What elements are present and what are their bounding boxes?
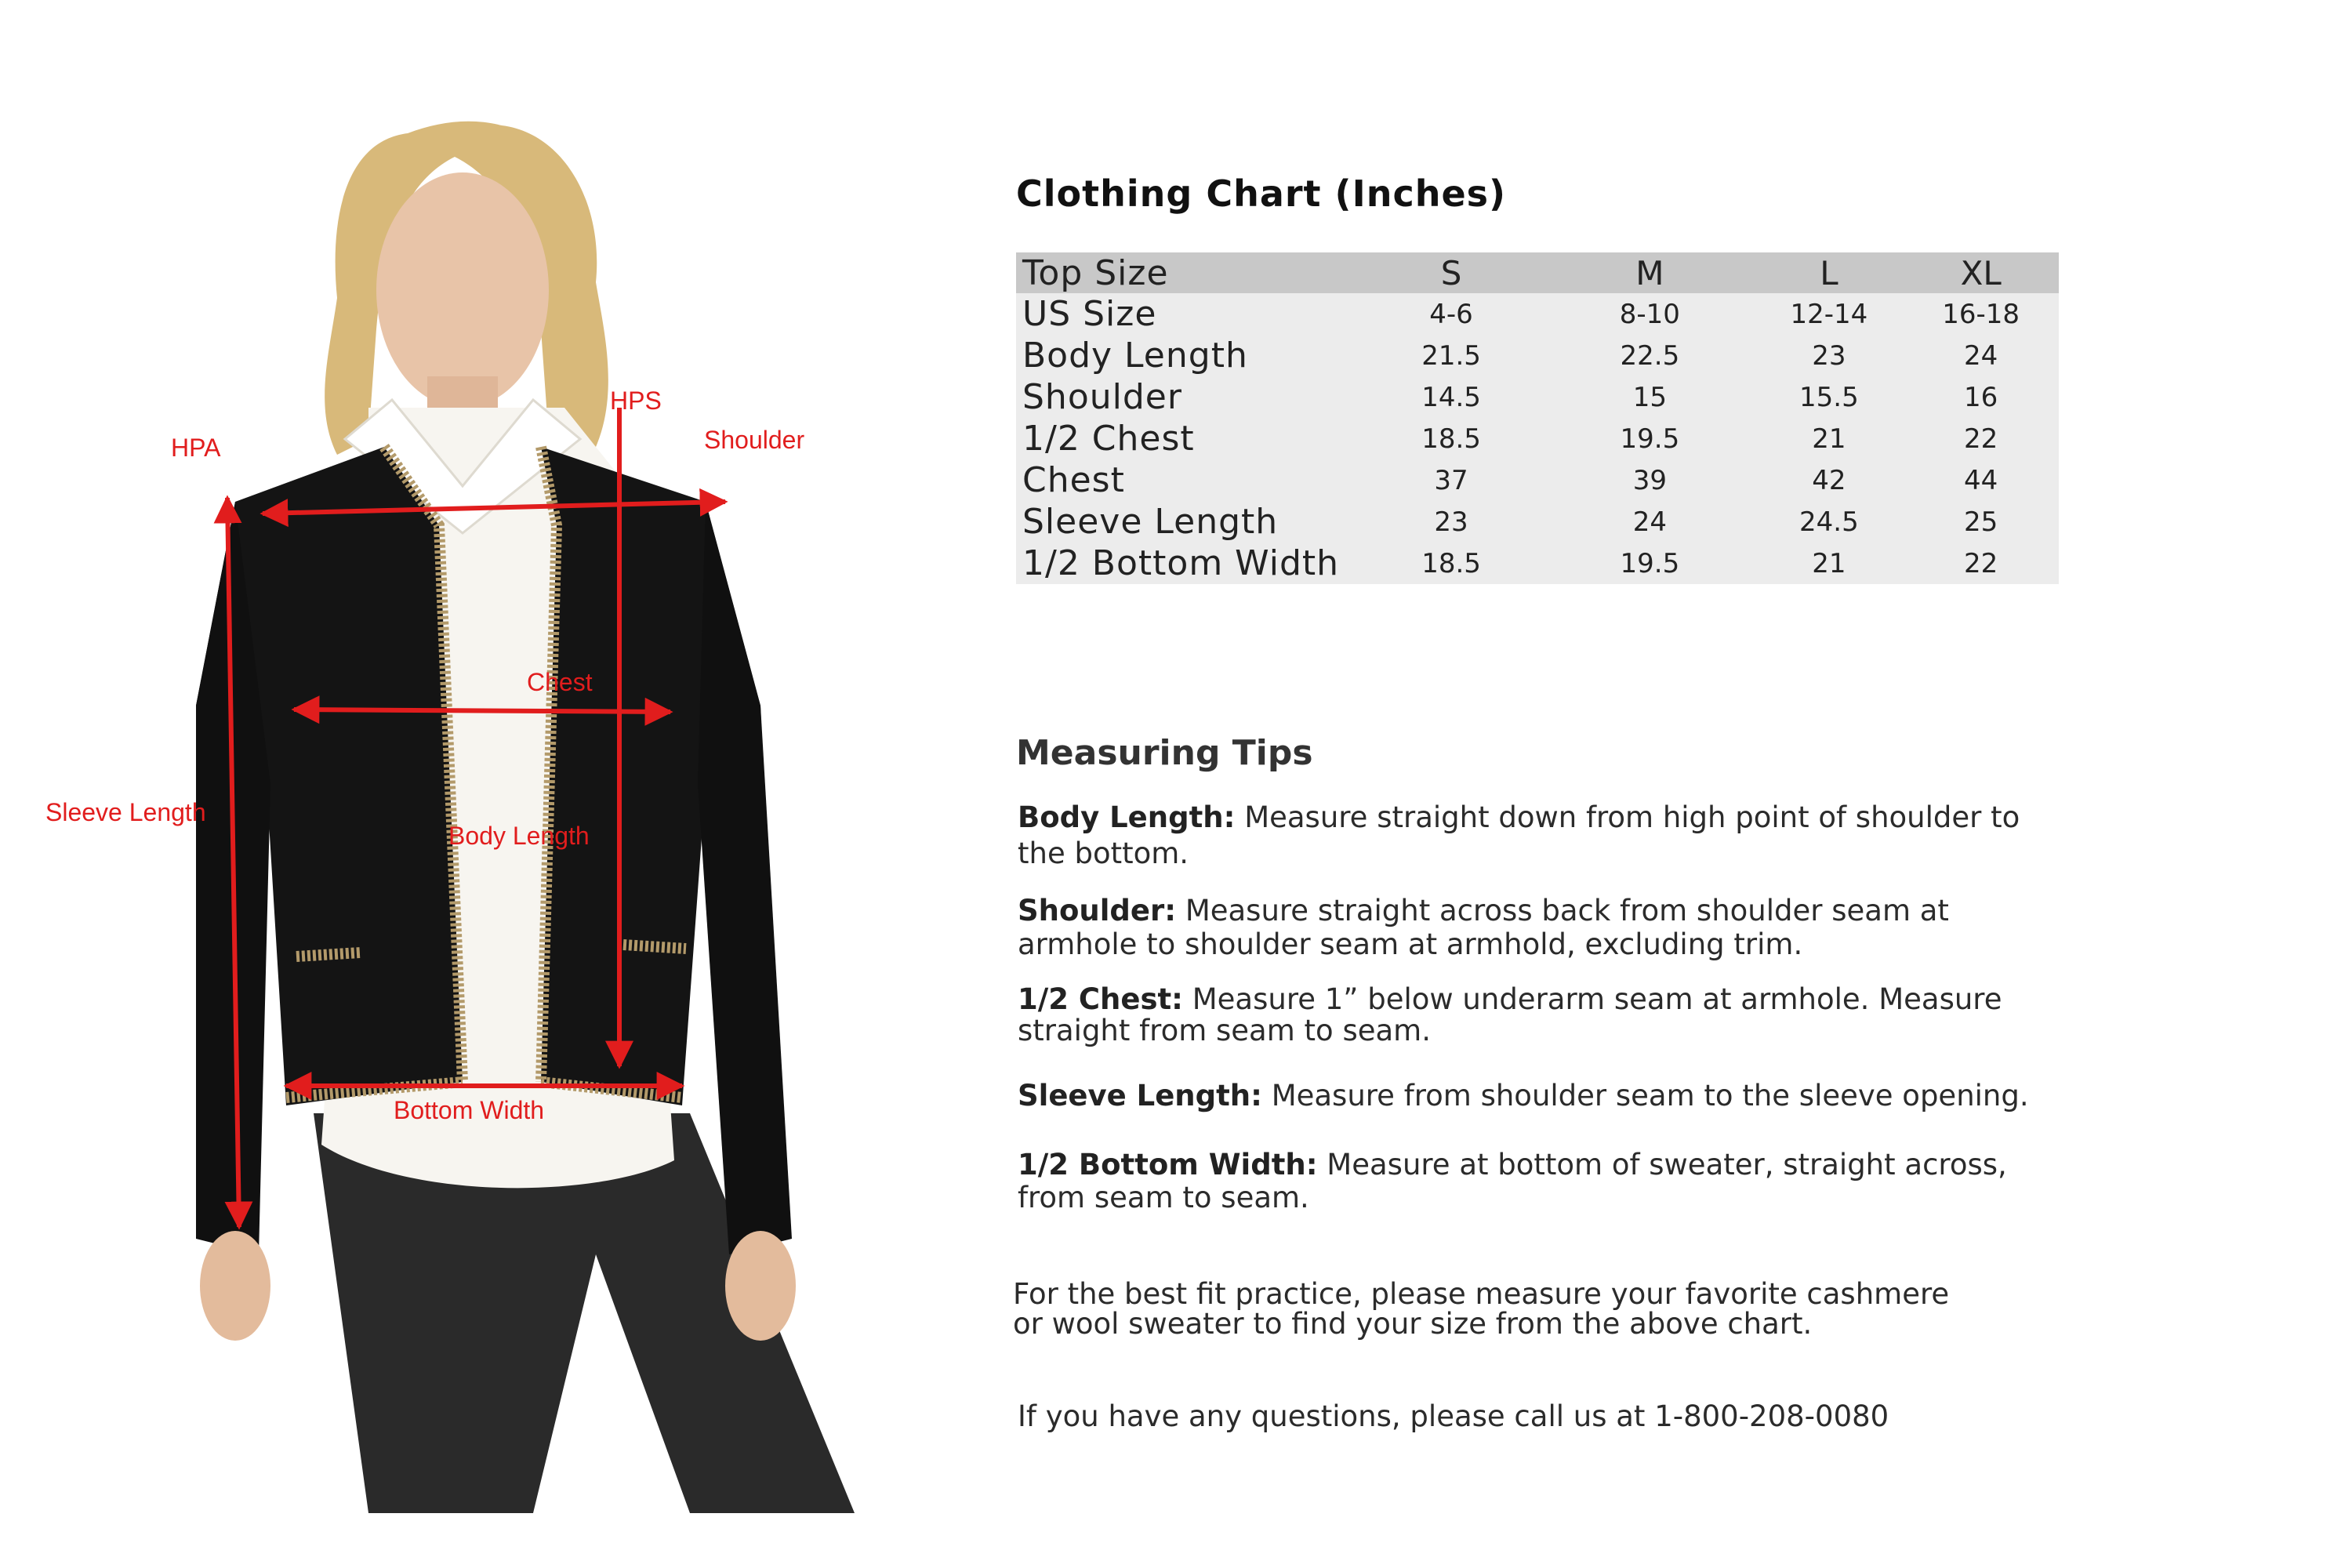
table-cell: 23 <box>1434 506 1468 538</box>
table-cell: 18.5 <box>1421 547 1481 579</box>
tip-term: Shoulder: <box>1018 894 1177 927</box>
tip-term: Sleeve Length: <box>1018 1079 1262 1112</box>
tip-body-length <box>1018 800 2060 872</box>
chart-title: Clothing Chart (Inches) <box>1016 172 1507 215</box>
header-size-s: S <box>1358 252 1544 293</box>
table-cell: 8-10 <box>1619 298 1680 330</box>
tip-half-bottom-width <box>1018 1149 2060 1214</box>
model-illustration <box>0 0 941 1568</box>
row-label: Sleeve Length <box>1022 502 1279 542</box>
shoulder-label: Shoulder <box>704 426 805 454</box>
row-label: US Size <box>1022 294 1157 334</box>
model-figure <box>0 0 941 1568</box>
table-cell: 21 <box>1812 547 1846 579</box>
row-label: 1/2 Bottom Width <box>1022 543 1340 583</box>
tip-text: Measure from shoulder seam to the sleeve opening. <box>1261 1079 2029 1112</box>
row-label: Body Length <box>1022 336 1248 376</box>
table-cell: 22 <box>1964 423 1998 455</box>
table-cell: 37 <box>1434 464 1468 496</box>
table-cell: 15 <box>1632 381 1667 413</box>
hps-label: HPS <box>610 387 662 415</box>
table-row <box>1016 459 2059 501</box>
table-cell: 24.5 <box>1799 506 1859 538</box>
table-cell: 14.5 <box>1421 381 1481 413</box>
sleeve-length-label: Sleeve Length <box>45 798 206 826</box>
row-label: Shoulder <box>1022 377 1182 417</box>
table-row <box>1016 418 2059 459</box>
table-cell: 12-14 <box>1790 298 1868 330</box>
header-label: Top Size <box>1016 252 1358 293</box>
hpa-label: HPA <box>171 434 221 462</box>
bottom-width-label: Bottom Width <box>394 1096 545 1124</box>
chest-arrow <box>294 710 670 712</box>
table-cell: 18.5 <box>1421 423 1481 455</box>
body-length-label: Body Length <box>448 822 590 850</box>
table-cell: 23 <box>1812 339 1846 372</box>
tip-text: Measure straight down from high point of shoulder to the bottom. <box>1018 800 2020 870</box>
chest-label: Chest <box>527 668 593 696</box>
contact-note: If you have any questions, please call us at 1-800-208-0080 <box>1018 1399 1889 1433</box>
header-size-l: L <box>1755 252 1903 293</box>
header-size-xl: XL <box>1903 252 2059 293</box>
table-header-row <box>1016 252 2059 293</box>
table-cell: 4-6 <box>1429 298 1473 330</box>
table-cell: 16 <box>1964 381 1998 413</box>
table-cell: 16-18 <box>1942 298 2020 330</box>
tip-term: 1/2 Chest: <box>1018 982 1183 1016</box>
table-cell: 15.5 <box>1799 381 1859 413</box>
table-cell: 22.5 <box>1620 339 1680 372</box>
table-cell: 22 <box>1964 547 1998 579</box>
table-row <box>1016 293 2059 335</box>
tip-sleeve-length <box>1018 1078 2060 1114</box>
table-cell: 19.5 <box>1620 547 1680 579</box>
table-cell: 24 <box>1964 339 1998 372</box>
tip-half-chest <box>1018 984 2060 1047</box>
size-table <box>1016 252 2059 584</box>
hand-left <box>200 1231 270 1341</box>
table-row <box>1016 501 2059 543</box>
table-cell: 25 <box>1964 506 1998 538</box>
table-cell: 24 <box>1632 506 1667 538</box>
tip-term: 1/2 Bottom Width: <box>1018 1148 1318 1181</box>
tip-text: Measure 1” below underarm seam at armhole. Measure straight from seam to seam. <box>1018 982 2002 1047</box>
table-row <box>1016 376 2059 418</box>
fit-note: For the best fit practice, please measure your favorite cashmere or wool sweater to find your size from the above chart. <box>1013 1277 1950 1341</box>
face <box>376 172 549 408</box>
table-cell: 44 <box>1964 464 1998 496</box>
tip-text: Measure at bottom of sweater, straight across, from seam to seam. <box>1018 1148 2007 1214</box>
row-label: Chest <box>1022 460 1125 500</box>
tip-text: Measure straight across back from shoulder seam at armhole to shoulder seam at armhold, excluding trim. <box>1018 894 1949 961</box>
tip-shoulder <box>1018 894 2060 961</box>
table-row <box>1016 543 2059 584</box>
sleeve-right <box>698 502 792 1254</box>
hand-right <box>725 1231 796 1341</box>
table-row <box>1016 335 2059 376</box>
table-cell: 21.5 <box>1421 339 1481 372</box>
row-label: 1/2 Chest <box>1022 419 1195 459</box>
table-cell: 39 <box>1632 464 1667 496</box>
tip-term: Body Length: <box>1018 800 1236 834</box>
table-cell: 21 <box>1812 423 1846 455</box>
table-cell: 42 <box>1812 464 1846 496</box>
table-cell: 19.5 <box>1620 423 1680 455</box>
tips-title: Measuring Tips <box>1016 733 1313 773</box>
header-size-m: M <box>1544 252 1755 293</box>
